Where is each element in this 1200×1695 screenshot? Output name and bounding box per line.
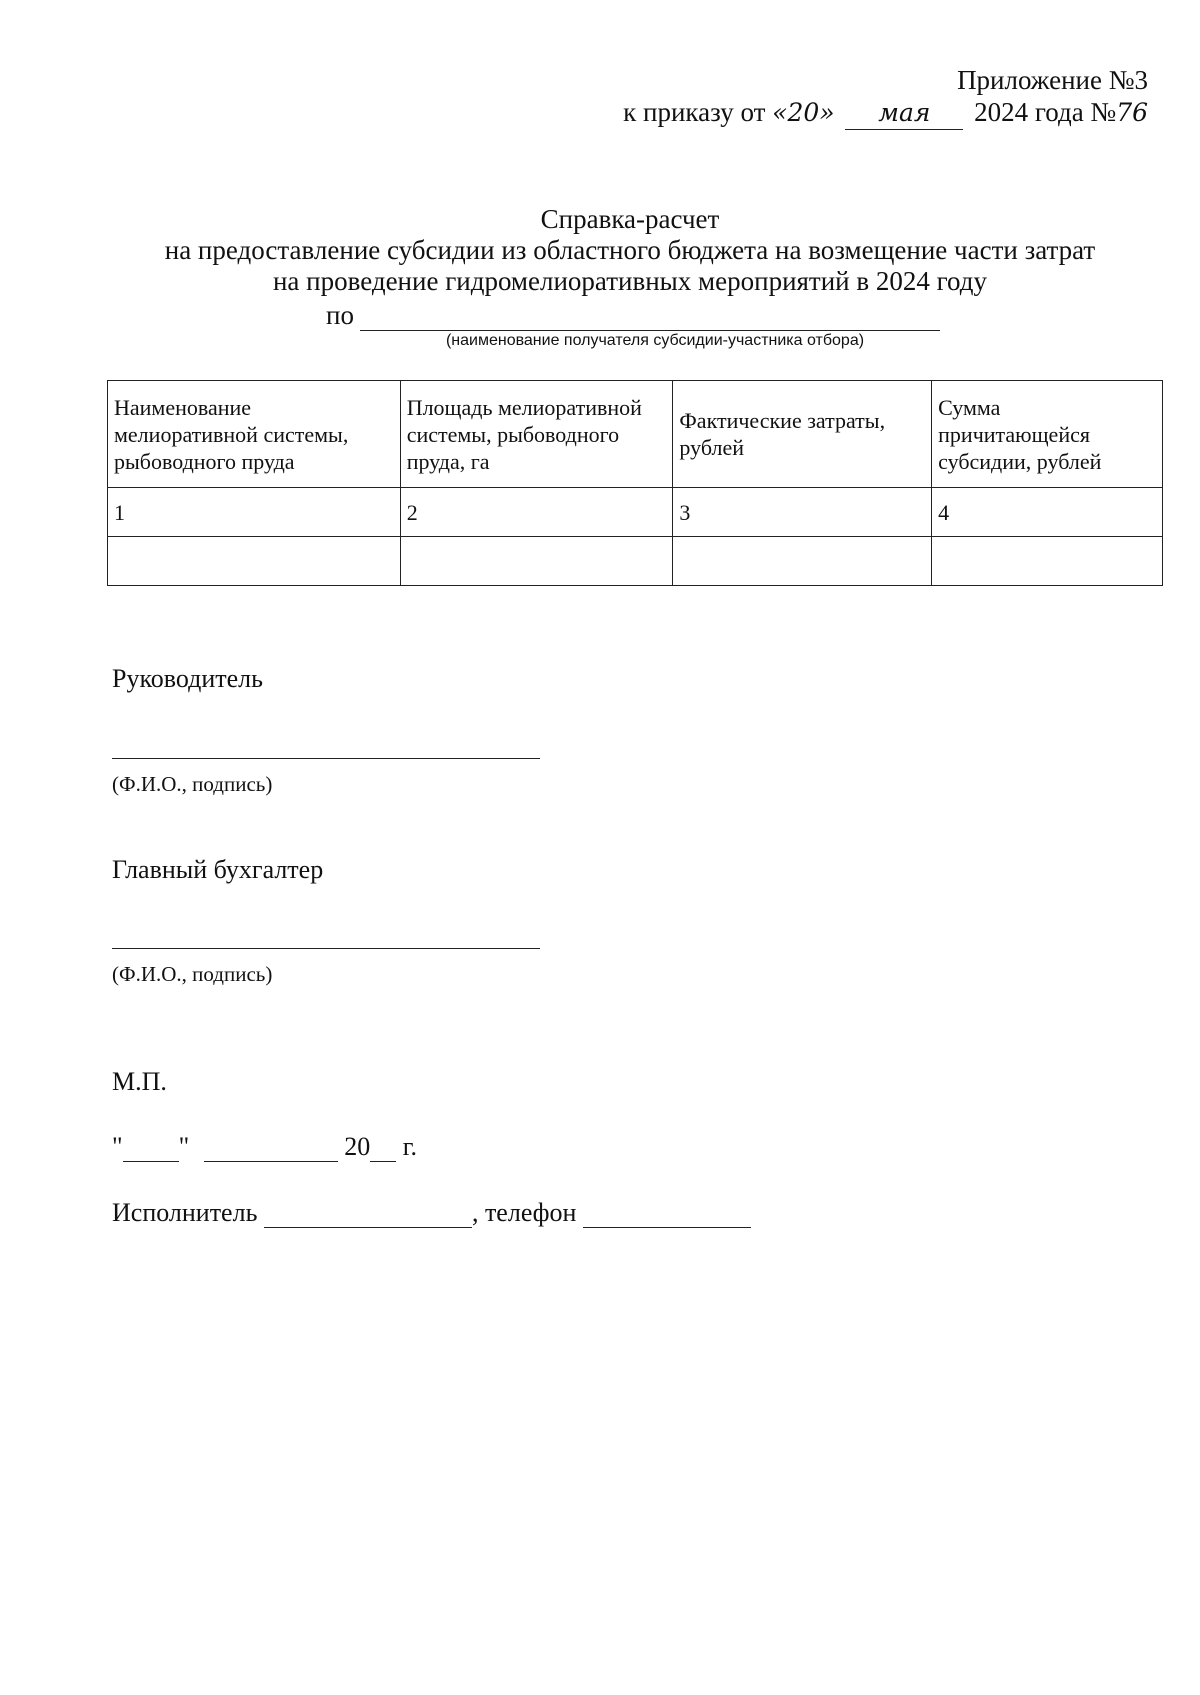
- date-quote-open: ": [112, 1132, 123, 1161]
- stamp-placeholder: М.П.: [112, 1067, 167, 1096]
- appendix-header: [623, 64, 1148, 130]
- order-reference: [623, 96, 1148, 130]
- table-cell[interactable]: [108, 537, 401, 586]
- header-area: Площадь мелиоративной системы, рыбоводного пруда, га: [400, 381, 673, 488]
- title-line-2: на проведение гидромелиоративных мероприятий в 2024 году: [272, 266, 987, 296]
- date-line: [112, 1132, 417, 1162]
- document-title: [80, 204, 1180, 297]
- executor-name-blank[interactable]: [264, 1205, 472, 1228]
- head-signature-caption: (Ф.И.О., подпись): [112, 772, 273, 796]
- order-year-suffix: 2024 года №: [974, 97, 1117, 127]
- header-subsidy-amount: Сумма причитающейся субсидии, рублей: [932, 381, 1163, 488]
- table-header-row: [108, 381, 1163, 488]
- date-quote-close: ": [178, 1132, 190, 1161]
- date-day-blank[interactable]: [123, 1139, 179, 1162]
- date-year-suffix: г.: [402, 1132, 417, 1161]
- recipient-caption: (наименование получателя субсидии-участника отбора): [445, 332, 865, 349]
- date-month-blank[interactable]: [204, 1139, 338, 1162]
- accountant-signature-line[interactable]: [112, 948, 540, 949]
- order-day: «20»: [772, 98, 835, 127]
- date-year-prefix: 20: [344, 1132, 371, 1161]
- header-system-name: Наименование мелиоративной системы, рыбоводного пруда: [108, 381, 401, 488]
- order-number: 76: [1116, 98, 1148, 127]
- table-cell[interactable]: [400, 537, 673, 586]
- accountant-label: Главный бухгалтер: [112, 855, 324, 884]
- header-actual-costs: Фактические затраты, рублей: [673, 381, 932, 488]
- appendix-title: Приложение №3: [957, 65, 1148, 95]
- recipient-label: по: [326, 300, 354, 330]
- accountant-signature-caption: (Ф.И.О., подпись): [112, 962, 273, 986]
- table-cell[interactable]: [932, 537, 1163, 586]
- column-number: 3: [673, 488, 932, 537]
- executor-label: Исполнитель: [112, 1198, 258, 1227]
- order-prefix: к приказу от: [623, 97, 766, 127]
- phone-blank[interactable]: [583, 1205, 751, 1228]
- head-signature-line[interactable]: [112, 758, 540, 759]
- title-main: Справка-расчет: [540, 204, 720, 234]
- order-month: мая: [845, 97, 963, 130]
- column-number: 1: [108, 488, 401, 537]
- date-year-blank[interactable]: [370, 1139, 396, 1162]
- table-cell[interactable]: [673, 537, 932, 586]
- table-row: [108, 537, 1163, 586]
- table-number-row: [108, 488, 1163, 537]
- calculation-table: [107, 380, 1163, 586]
- title-line-1: на предоставление субсидии из областного бюджета на возмещение части затрат: [164, 235, 1096, 265]
- recipient-line: [326, 300, 940, 331]
- head-label: Руководитель: [112, 664, 263, 693]
- column-number: 4: [932, 488, 1163, 537]
- phone-label: , телефон: [471, 1198, 577, 1227]
- executor-line: [112, 1198, 751, 1228]
- column-number: 2: [400, 488, 673, 537]
- recipient-blank[interactable]: [360, 306, 940, 331]
